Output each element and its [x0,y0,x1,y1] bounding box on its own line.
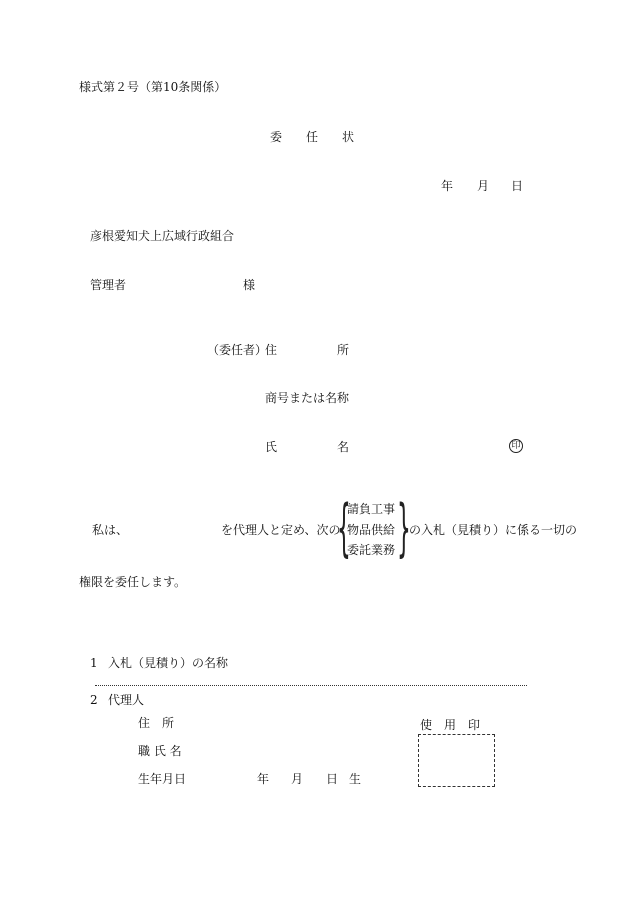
right-brace: } [397,491,411,564]
statement-prefix: 私は、 [92,523,129,537]
date-year: 年 [441,179,454,193]
principal-company-label: 商号または名称 [265,391,350,405]
left-brace: { [337,491,351,564]
agent-birth-label: 生年月日 [138,772,187,786]
agent-name-label: 職 氏 名 [138,744,182,758]
birth-year: 年 [257,772,270,786]
date-day: 日 [511,179,524,193]
principal-name-label-b: 名 [337,440,350,454]
statement-option-supply: 物品供給 [347,523,396,537]
statement-suffix: の入札（見積り）に係る一切の [409,523,578,537]
form-label: 様式第２号（第10条関係） [79,80,227,94]
statement-middle: を代理人と定め、次の [221,523,341,537]
recipient-honorific: 様 [243,278,256,292]
organization-name: 彦根愛知犬上広域行政組合 [90,229,235,243]
recipient-title: 管理者 [90,278,127,292]
seal-mark: 印 [509,439,523,453]
item1-number: 1 [90,656,98,670]
statement-continuation: 権限を委任します。 [79,575,187,589]
principal-address-label-a: 住 [265,343,278,357]
statement-option-outsourcing: 委託業務 [347,543,396,557]
statement-option-construction: 請負工事 [347,502,396,516]
document-title: 委 任 状 [270,130,361,144]
agent-address-label: 住 所 [138,716,175,730]
birth-month: 月 [291,772,304,786]
principal-role: （委任者） [207,343,268,357]
item1-dotted-line [95,685,527,686]
birth-suffix: 生 [349,772,362,786]
stamp-label: 使 用 印 [420,718,481,732]
item2-label: 代理人 [108,693,145,707]
item1-label: 入札（見積り）の名称 [108,656,229,670]
principal-name-label-a: 氏 [265,440,278,454]
date-month: 月 [477,179,490,193]
birth-day: 日 [326,772,339,786]
principal-address-label-b: 所 [337,343,350,357]
stamp-box [418,734,495,787]
item2-number: 2 [90,693,98,707]
